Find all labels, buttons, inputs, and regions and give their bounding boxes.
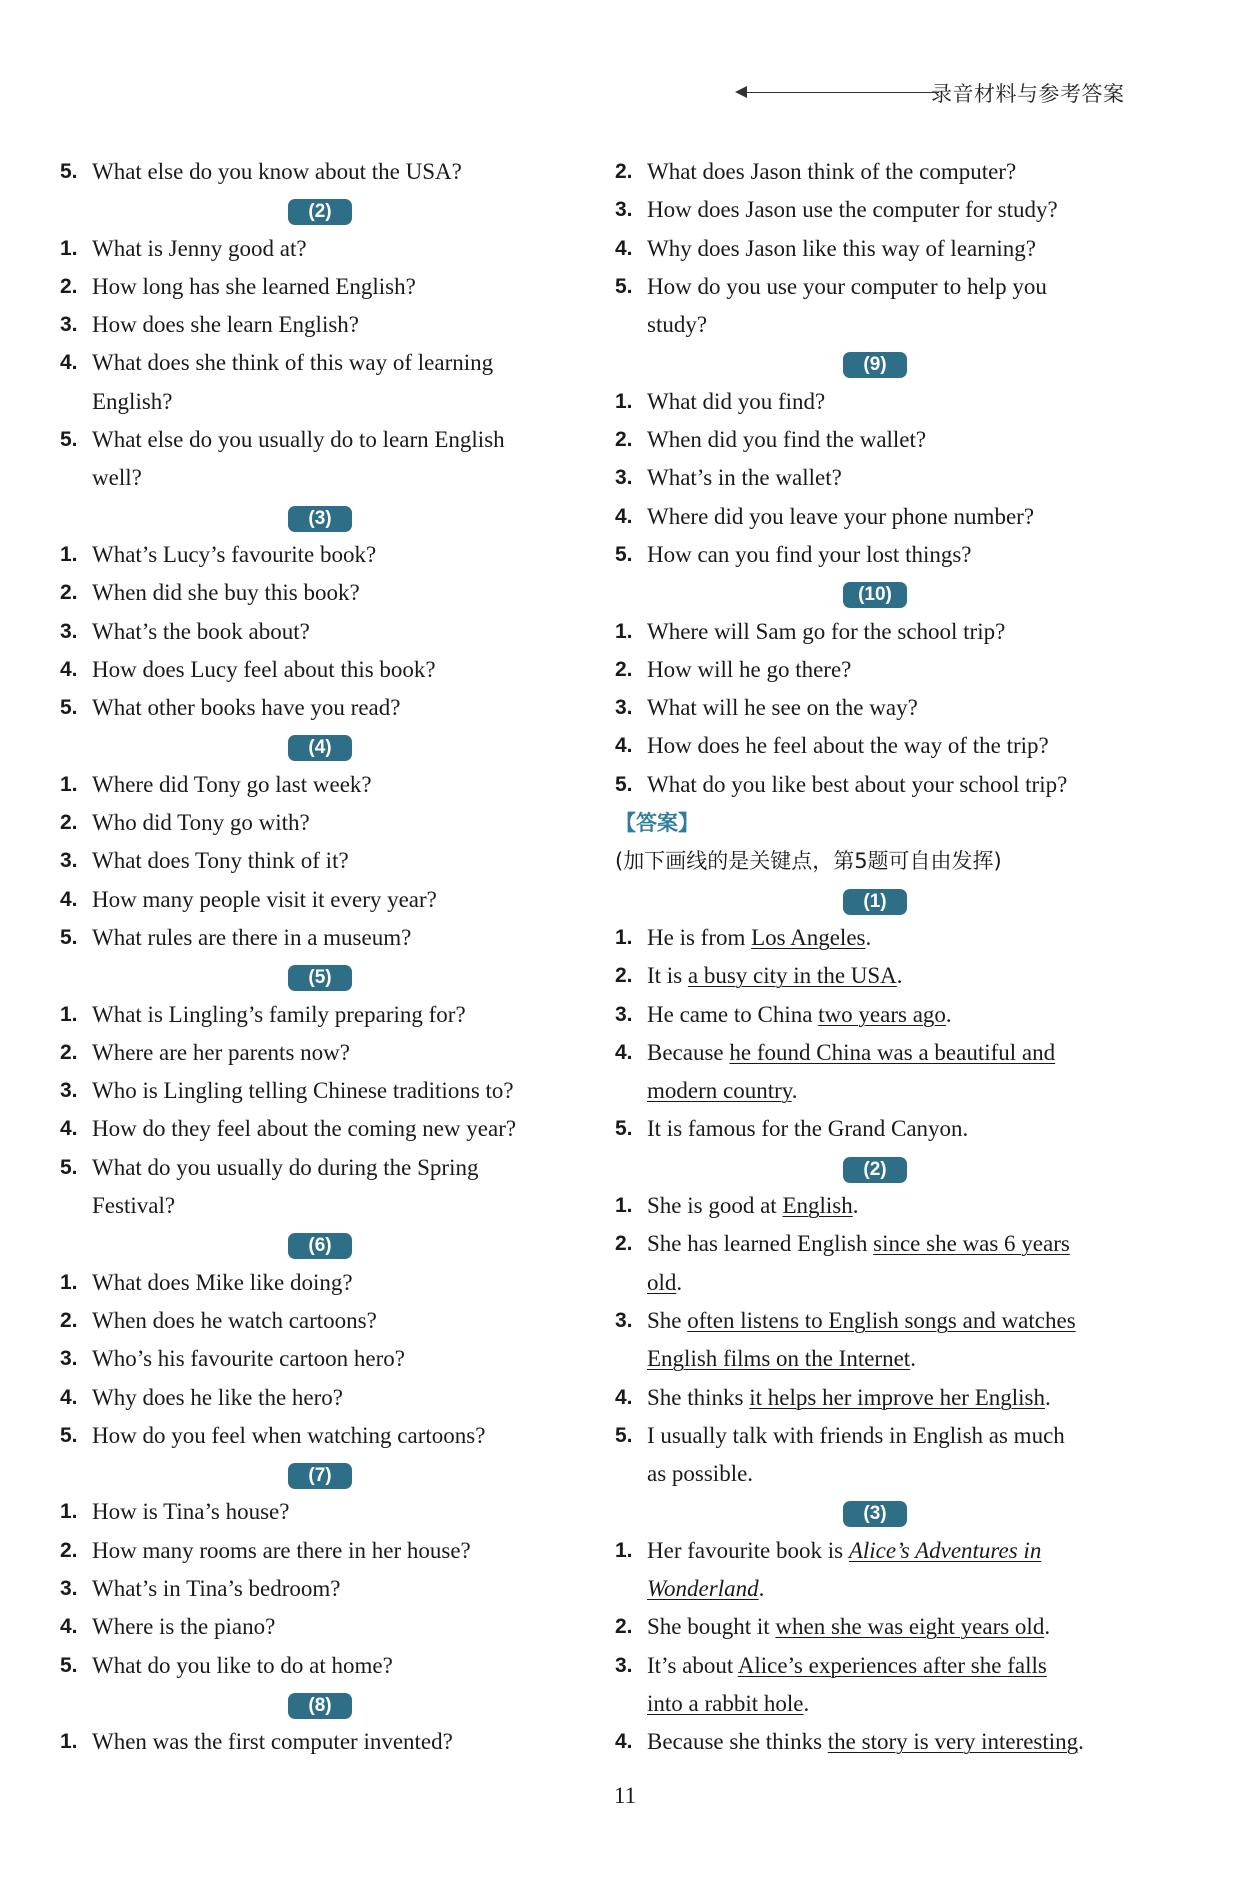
key-point: he found China was a beautiful and (729, 1039, 1056, 1065)
list-item: 4. How does he feel about the way of the trip? (615, 733, 1049, 759)
list-item: 3. What’s in Tina’s bedroom? (60, 1575, 341, 1601)
list-item: 4. How does Lucy feel about this book? (60, 656, 436, 682)
answer-item: 1. She is good at English. (615, 1193, 859, 1219)
section-badge-row (60, 957, 580, 995)
key-point: English films on the Internet (647, 1346, 911, 1372)
list-item: 2. How long has she learned English? (60, 273, 416, 299)
list-item: 1. Where did Tony go last week? (60, 771, 372, 797)
header-rule (747, 92, 939, 93)
key-point: old (647, 1269, 677, 1295)
answer-item: 2. She bought it when she was eight years old. (615, 1614, 1051, 1640)
list-item: 1. What did you find? (615, 388, 826, 414)
section-badge: (2) (288, 199, 352, 225)
answer-item: 5. It is famous for the Grand Canyon. (615, 1116, 969, 1142)
key-point: the story is very interesting (827, 1729, 1079, 1755)
answer-continuation: as possible. (647, 1461, 754, 1487)
list-item: 2. When did you find the wallet? (615, 427, 927, 453)
section-badge-row (60, 1685, 580, 1723)
list-item: 3. What does Tony think of it? (60, 848, 349, 874)
list-item: 4. How many people visit it every year? (60, 886, 437, 912)
list-item: 2. How many rooms are there in her house? (60, 1537, 471, 1563)
section-badge-row (615, 881, 1135, 919)
section-badge: (9) (843, 352, 907, 378)
section-badge: (1) (843, 889, 907, 915)
section-badge: (3) (843, 1501, 907, 1527)
section-badge: (10) (843, 582, 907, 608)
key-point: Alice’s Adventures in (848, 1537, 1042, 1563)
list-item: 2. How will he go there? (615, 656, 852, 682)
list-item: 4. Why does Jason like this way of learning? (615, 235, 1036, 261)
list-item: 2. What does Jason think of the computer? (615, 159, 1017, 184)
list-item-continuation: Festival? (92, 1193, 176, 1219)
section-badge: (6) (288, 1233, 352, 1259)
list-item: 3. Who’s his favourite cartoon hero? (60, 1346, 405, 1372)
list-item: 3. What’s the book about? (60, 618, 310, 644)
section-badge: (4) (288, 735, 352, 761)
list-item: 4. Where is the piano? (60, 1614, 276, 1640)
list-item-continuation: English? (92, 388, 173, 414)
list-item: 3. How does Jason use the computer for study? (615, 197, 1058, 223)
arrow-left-icon (735, 86, 747, 98)
list-item: 3. Who is Lingling telling Chinese traditions to? (60, 1078, 514, 1104)
list-item: 4. Where did you leave your phone number? (615, 503, 1035, 529)
list-item: 5. What other books have you read? (60, 695, 401, 721)
page-header (735, 78, 1135, 108)
key-point: since she was 6 years (873, 1231, 1070, 1257)
answer-item: 1. Her favourite book is Alice’s Adventures in (615, 1537, 1042, 1563)
answer-item: 4. She thinks it helps her improve her English. (615, 1384, 1051, 1410)
page-number: 11 (613, 1783, 637, 1808)
list-item: 3. How does she learn English? (60, 312, 359, 338)
section-badge: (7) (288, 1463, 352, 1489)
answer-heading: 【答案】 (615, 811, 699, 836)
section-badge: (2) (843, 1157, 907, 1183)
list-item-continuation: study? (647, 312, 708, 338)
section-badge-row (615, 1149, 1135, 1187)
right-column (615, 153, 1135, 1761)
key-point: Alice’s experiences after she falls (737, 1652, 1047, 1678)
list-item: 1. How is Tina’s house? (60, 1499, 290, 1525)
list-item: 4. How do they feel about the coming new year? (60, 1116, 517, 1142)
list-item: 5. How do you use your computer to help you (615, 273, 1047, 299)
key-point: English (782, 1193, 853, 1219)
list-item: 1. What does Mike like doing? (60, 1269, 353, 1295)
key-point: often listens to English songs and watches (687, 1307, 1076, 1333)
section-badge: (8) (288, 1693, 352, 1719)
answer-continuation: into a rabbit hole. (647, 1690, 810, 1716)
header-title: 录音材料与参考答案 (931, 82, 1125, 106)
list-item: 5. How can you find your lost things? (615, 541, 972, 567)
list-item: 5. How do you feel when watching cartoons? (60, 1422, 486, 1448)
answer-continuation: modern country. (647, 1078, 798, 1104)
answer-continuation: Wonderland. (647, 1575, 765, 1601)
list-item: 2. Who did Tony go with? (60, 810, 310, 836)
key-point: into a rabbit hole (647, 1690, 804, 1716)
answer-item: 4. Because she thinks the story is very interesting. (615, 1729, 1084, 1755)
list-item: 4. What does she think of this way of learning (60, 350, 494, 376)
answer-continuation: old. (647, 1269, 683, 1295)
key-point: modern country (647, 1078, 792, 1104)
answer-item: 3. She often listens to English songs and watches (615, 1307, 1076, 1333)
list-item: 1. When was the first computer invented? (60, 1729, 453, 1755)
list-item: 5. What do you usually do during the Spring (60, 1154, 479, 1180)
answer-item: 2. She has learned English since she was 6 years (615, 1231, 1070, 1257)
key-point: Wonderland (647, 1575, 759, 1601)
list-item: 5. What do you like best about your school trip? (615, 771, 1068, 797)
section-badge-row (60, 1455, 580, 1493)
section-badge-row (615, 574, 1135, 612)
section-badge-row (60, 727, 580, 765)
answer-item: 2. It is a busy city in the USA. (615, 963, 903, 989)
answer-note: (加下画线的是关键点，第5题可自由发挥) (615, 849, 1002, 874)
list-item: 1. What is Jenny good at? (60, 235, 307, 261)
list-item: 2. When does he watch cartoons? (60, 1307, 377, 1333)
section-badge: (5) (288, 965, 352, 991)
list-item: 5. What else do you know about the USA? (60, 159, 462, 184)
list-item: 5. What rules are there in a museum? (60, 924, 412, 950)
key-point: when she was eight years old (775, 1614, 1045, 1640)
list-item: 1. What is Lingling’s family preparing for? (60, 1001, 466, 1027)
list-item: 3. What will he see on the way? (615, 695, 918, 721)
key-point: Los Angeles (751, 924, 866, 950)
section-badge-row (60, 498, 580, 536)
left-column (60, 153, 580, 1761)
list-item: 1. What’s Lucy’s favourite book? (60, 541, 377, 567)
answer-item: 1. He is from Los Angeles. (615, 924, 872, 950)
key-point: a busy city in the USA (687, 963, 897, 989)
list-item: 2. When did she buy this book? (60, 580, 360, 606)
answer-item: 3. He came to China two years ago. (615, 1001, 952, 1027)
answer-item: 4. Because he found China was a beautiful and (615, 1039, 1056, 1065)
list-item: 2. Where are her parents now? (60, 1039, 350, 1065)
answer-item: 3. It’s about Alice’s experiences after she falls (615, 1652, 1047, 1678)
list-item-continuation: well? (92, 465, 142, 491)
key-point: two years ago (818, 1001, 946, 1027)
section-badge-row (615, 344, 1135, 382)
list-item: 5. What else do you usually do to learn English (60, 427, 505, 453)
key-point: it helps her improve her English (749, 1384, 1045, 1410)
list-item: 5. What do you like to do at home? (60, 1652, 393, 1678)
list-item: 4. Why does he like the hero? (60, 1384, 343, 1410)
list-item: 1. Where will Sam go for the school trip? (615, 618, 1006, 644)
section-badge: (3) (288, 506, 352, 532)
answer-item: 5. I usually talk with friends in English as much (615, 1422, 1065, 1448)
list-item: 3. What’s in the wallet? (615, 465, 842, 491)
section-badge-row (60, 1225, 580, 1263)
section-badge-row (615, 1493, 1135, 1531)
answer-continuation: English films on the Internet. (647, 1346, 916, 1372)
section-badge-row (60, 191, 580, 229)
